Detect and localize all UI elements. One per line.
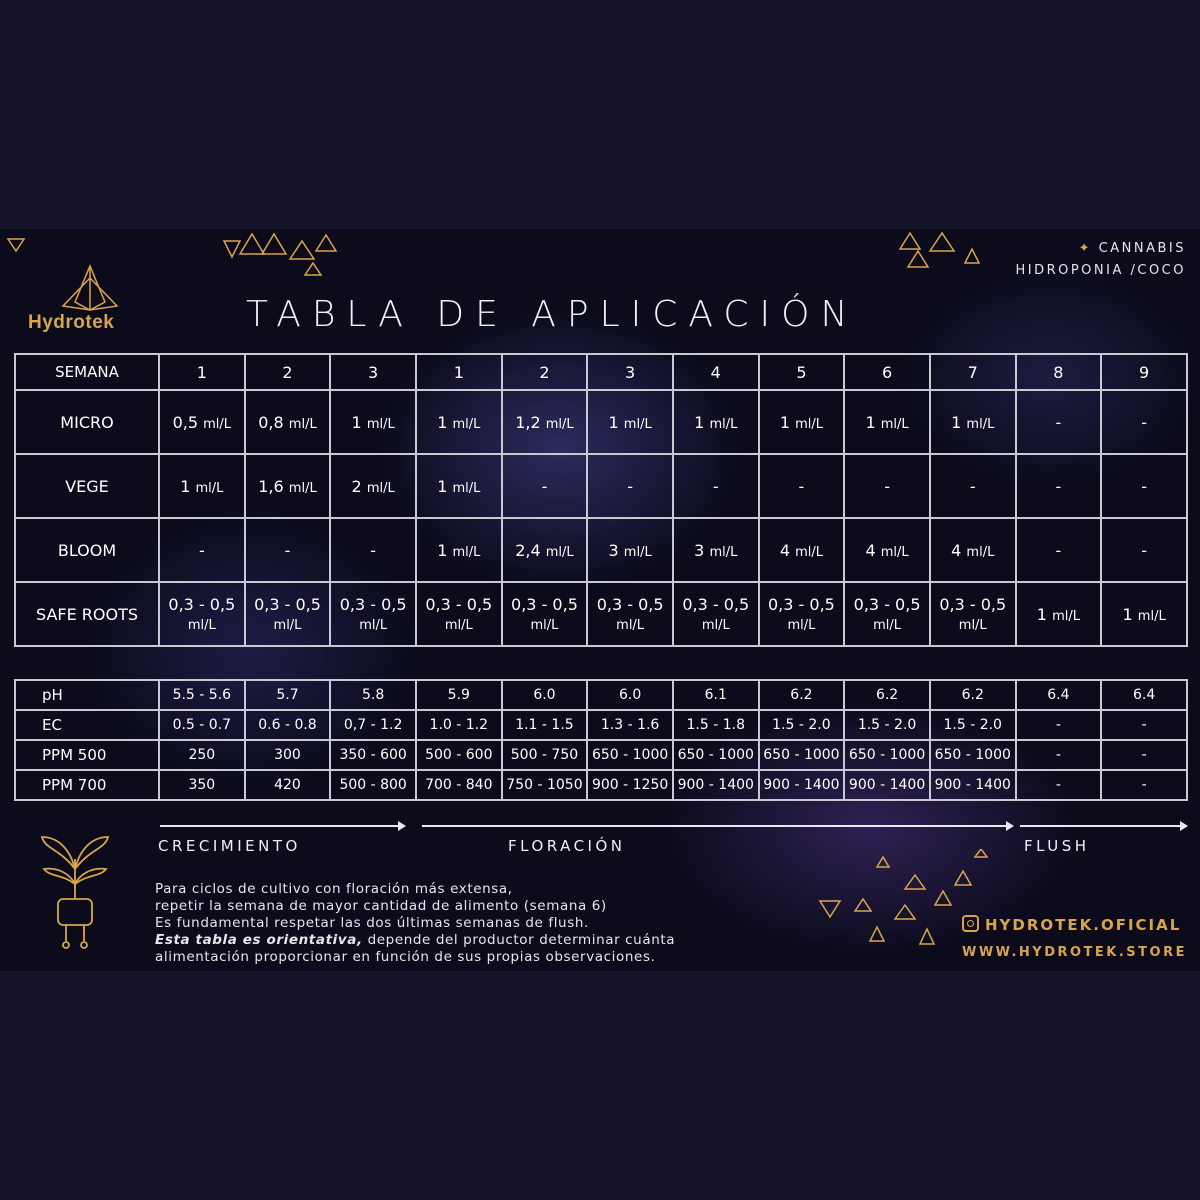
dosage-cell	[159, 518, 245, 582]
dosage-row	[15, 518, 1187, 582]
dosage-cell	[159, 454, 245, 518]
dosage-cell	[759, 518, 845, 582]
parameter-value: -	[1101, 740, 1187, 770]
dosage-value: 1	[951, 412, 962, 432]
dosage-unit: ml/L	[452, 416, 481, 432]
dosage-value: -	[284, 540, 291, 560]
dosage-cell	[844, 582, 930, 646]
parameter-value: -	[1016, 740, 1102, 770]
parameter-value: 6.4	[1101, 680, 1187, 710]
dosage-table	[14, 353, 1188, 647]
dosage-unit: ml/L	[966, 416, 995, 432]
parameter-value: 1.0 - 1.2	[416, 710, 502, 740]
dosage-cell	[673, 390, 759, 454]
week-header-row	[15, 354, 1187, 390]
note-disclaimer-rest: depende del productor determinar cuánta	[362, 932, 676, 948]
dosage-unit: ml/L	[288, 416, 317, 432]
dosage-value: 0,3 - 0,5	[511, 595, 578, 614]
dosage-cell	[673, 454, 759, 518]
dosage-value: -	[884, 476, 890, 496]
dosage-value: 1	[865, 412, 876, 432]
dosage-cell	[159, 582, 245, 646]
parameter-value: 300	[245, 740, 331, 770]
dosage-unit: ml/L	[545, 544, 574, 560]
application-table-banner	[0, 229, 1200, 971]
parameter-value: 1.5 - 1.8	[673, 710, 759, 740]
dosage-value: 3	[694, 540, 705, 560]
instagram-handle-text: HYDROTEK.OFICIAL	[985, 916, 1182, 934]
phase-growth-label: CRECIMIENTO	[158, 837, 301, 855]
dosage-cell	[416, 454, 502, 518]
dosage-value: 0,3 - 0,5	[339, 595, 407, 614]
dosage-value: 0,3 - 0,5	[168, 595, 236, 614]
week-number: 2	[245, 354, 331, 390]
dosage-cell	[416, 582, 502, 646]
parameter-value: 0.5 - 0.7	[159, 710, 245, 740]
flowering-arrow	[422, 825, 1012, 827]
dosage-cell	[1016, 582, 1102, 646]
dosage-value: 1	[694, 412, 705, 432]
dosage-cell	[1016, 454, 1102, 518]
dosage-value: -	[1055, 476, 1062, 496]
parameter-row	[15, 770, 1187, 800]
dosage-value: 1	[180, 476, 191, 496]
decorative-triangles-top-right	[880, 229, 990, 289]
parameter-value: -	[1016, 770, 1102, 800]
week-number: 8	[1016, 354, 1102, 390]
dosage-value: 4	[951, 540, 962, 560]
dosage-value: -	[712, 476, 719, 496]
parameter-row	[15, 710, 1187, 740]
dosage-unit: ml/L	[203, 416, 232, 432]
week-number: 1	[159, 354, 245, 390]
dosage-cell	[245, 582, 331, 646]
dosage-cell	[930, 390, 1016, 454]
page-title: TABLA DE APLICACIÓN	[246, 294, 859, 335]
week-number: 3	[330, 354, 416, 390]
dosage-value: 0,5	[172, 412, 199, 432]
dosage-value: 4	[865, 540, 876, 560]
dosage-value: 1,6	[258, 476, 284, 496]
dosage-cell	[502, 454, 588, 518]
parameter-value: 1.3 - 1.6	[587, 710, 673, 740]
dosage-unit: ml/L	[530, 618, 559, 633]
dosage-cell	[844, 518, 930, 582]
dosage-unit: ml/L	[623, 416, 652, 432]
parameter-value: 6.2	[930, 680, 1016, 710]
product-label-cell	[15, 518, 159, 582]
product-label: BLOOM	[57, 540, 117, 560]
parameter-row	[15, 740, 1187, 770]
dosage-unit: ml/L	[880, 544, 909, 560]
dosage-unit: ml/L	[452, 480, 481, 496]
parameter-value: 650 - 1000	[930, 740, 1016, 770]
dosage-value: 1	[608, 412, 619, 432]
parameter-value: 350 - 600	[330, 740, 416, 770]
dosage-cell	[502, 390, 588, 454]
dosage-cell	[330, 518, 416, 582]
parameter-value: 6.2	[759, 680, 845, 710]
dosage-value: -	[541, 476, 548, 496]
parameter-label: EC	[15, 710, 159, 740]
parameter-value: -	[1101, 710, 1187, 740]
week-number: 4	[673, 354, 759, 390]
dosage-unit: ml/L	[366, 416, 395, 432]
dosage-cell	[759, 582, 845, 646]
dosage-unit: ml/L	[958, 618, 987, 633]
dosage-value: 0,3 - 0,5	[939, 595, 1007, 614]
dosage-unit: ml/L	[795, 544, 824, 560]
parameter-value: 900 - 1250	[587, 770, 673, 800]
dosage-value: -	[1055, 412, 1062, 432]
parameter-label: pH	[15, 680, 159, 710]
dosage-unit: ml/L	[1052, 608, 1080, 624]
dosage-value: 2	[351, 476, 362, 496]
dosage-unit: ml/L	[444, 618, 473, 633]
parameter-value: 1.5 - 2.0	[930, 710, 1016, 740]
dosage-cell	[1016, 518, 1102, 582]
dosage-value: -	[1141, 476, 1147, 496]
dosage-value: 3	[608, 540, 619, 560]
dosage-cell	[759, 390, 845, 454]
dosage-value: 1	[1122, 604, 1133, 624]
dosage-value: 0,3 - 0,5	[682, 595, 750, 614]
dosage-cell	[245, 454, 331, 518]
week-number: 7	[930, 354, 1016, 390]
note-line-5: alimentación proporcionar en función de sus propias observaciones.	[155, 949, 656, 965]
product-label-cell	[15, 390, 159, 454]
dosage-cell	[1101, 582, 1187, 646]
parameter-value: 650 - 1000	[844, 740, 930, 770]
week-number: 1	[416, 354, 502, 390]
flush-arrow	[1020, 825, 1186, 827]
dosage-row	[15, 390, 1187, 454]
dosage-cell	[1101, 390, 1187, 454]
dosage-cell	[587, 518, 673, 582]
dosage-cell	[1101, 454, 1187, 518]
dosage-cell	[844, 454, 930, 518]
dosage-value: 0,3 - 0,5	[596, 595, 664, 614]
dosage-cell	[416, 390, 502, 454]
parameter-value: 900 - 1400	[930, 770, 1016, 800]
note-line-3: Es fundamental respetar las dos últimas semanas de flush.	[155, 915, 589, 931]
dosage-cell	[502, 518, 588, 582]
dosage-value: 1	[1036, 604, 1047, 624]
dosage-value: -	[1141, 412, 1147, 432]
dosage-unit: ml/L	[187, 618, 216, 633]
dosage-cell	[330, 582, 416, 646]
dosage-unit: ml/L	[288, 480, 317, 496]
dosage-value: -	[798, 476, 805, 496]
product-label-cell	[15, 454, 159, 518]
dosage-row	[15, 454, 1187, 518]
parameter-value: 420	[245, 770, 331, 800]
week-number: 3	[587, 354, 673, 390]
dosage-unit: ml/L	[273, 618, 302, 633]
dosage-row	[15, 582, 1187, 646]
dosage-cell	[1016, 390, 1102, 454]
parameter-value: 6.1	[673, 680, 759, 710]
parameter-label: PPM 500	[15, 740, 159, 770]
dosage-unit: ml/L	[873, 618, 902, 633]
parameter-value: 0,7 - 1.2	[330, 710, 416, 740]
week-header-label: SEMANA	[15, 354, 159, 390]
product-label: VEGE	[65, 476, 109, 496]
growth-arrow	[160, 825, 404, 827]
dosage-unit: ml/L	[966, 544, 995, 560]
parameter-value: 900 - 1400	[759, 770, 845, 800]
note-line-1: Para ciclos de cultivo con floración más extensa,	[155, 881, 513, 897]
notes-block	[155, 881, 675, 966]
dosage-unit: ml/L	[195, 480, 224, 496]
dosage-value: -	[370, 540, 377, 560]
parameter-value: 0.6 - 0.8	[245, 710, 331, 740]
dosage-value: -	[1055, 540, 1062, 560]
parameter-value: 500 - 800	[330, 770, 416, 800]
dosage-value: 1	[351, 412, 362, 432]
parameter-value: 500 - 750	[502, 740, 588, 770]
dosage-cell	[759, 454, 845, 518]
dosage-value: -	[969, 476, 976, 496]
dosage-cell	[502, 582, 588, 646]
dosage-cell	[844, 390, 930, 454]
dosage-unit: ml/L	[623, 544, 652, 560]
parameter-value: 6.4	[1016, 680, 1102, 710]
dosage-value: 1,2	[515, 412, 541, 432]
parameter-value: 700 - 840	[416, 770, 502, 800]
dosage-cell	[245, 518, 331, 582]
website-link[interactable]: WWW.HYDROTEK.STORE	[962, 945, 1187, 960]
phase-flush-label: FLUSH	[1024, 837, 1090, 855]
parameter-value: 6.0	[502, 680, 588, 710]
parameters-table	[14, 679, 1188, 801]
dosage-cell	[673, 518, 759, 582]
parameter-value: 1.5 - 2.0	[844, 710, 930, 740]
parameter-value: -	[1016, 710, 1102, 740]
parameter-value: 650 - 1000	[587, 740, 673, 770]
note-disclaimer-bold: Esta tabla es orientativa,	[155, 932, 363, 948]
dosage-value: 1	[779, 412, 791, 432]
dosage-unit: ml/L	[545, 416, 574, 432]
hydrotek-logo-icon	[45, 262, 135, 314]
dosage-value: 0,3 - 0,5	[425, 595, 493, 614]
dosage-cell	[587, 454, 673, 518]
note-line-2: repetir la semana de mayor cantidad de alimento (semana 6)	[155, 898, 607, 914]
week-number: 9	[1101, 354, 1187, 390]
dosage-cell	[330, 390, 416, 454]
week-number: 2	[502, 354, 588, 390]
parameter-value: 6.0	[587, 680, 673, 710]
dosage-unit: ml/L	[709, 416, 738, 432]
dosage-unit: ml/L	[452, 544, 481, 560]
parameter-value: 650 - 1000	[673, 740, 759, 770]
dosage-unit: ml/L	[701, 618, 730, 633]
dosage-value: 0,3 - 0,5	[768, 595, 835, 614]
note-line-4	[155, 932, 675, 949]
product-label-cell	[15, 582, 159, 646]
parameter-row	[15, 680, 1187, 710]
dosage-unit: ml/L	[709, 544, 738, 560]
dosage-unit: ml/L	[366, 480, 395, 496]
parameter-value: 5.9	[416, 680, 502, 710]
dosage-value: 2,4	[515, 540, 541, 560]
dosage-unit: ml/L	[880, 416, 909, 432]
parameter-value: 6.2	[844, 680, 930, 710]
dosage-cell	[330, 454, 416, 518]
dosage-value: 0,3 - 0,5	[853, 595, 921, 614]
category-medium: HIDROPONIA /COCO	[1015, 263, 1186, 278]
parameter-value: 750 - 1050	[502, 770, 588, 800]
dosage-unit: ml/L	[359, 618, 388, 633]
dosage-value: 4	[779, 540, 791, 560]
parameter-value: 5.7	[245, 680, 331, 710]
week-number: 6	[844, 354, 930, 390]
dosage-cell	[587, 582, 673, 646]
phase-flowering-label: FLORACIÓN	[508, 837, 626, 855]
parameter-value: 900 - 1400	[844, 770, 930, 800]
dosage-value: 1	[437, 412, 448, 432]
dosage-cell	[930, 454, 1016, 518]
dosage-value: 0,8	[258, 412, 284, 432]
dosage-cell	[416, 518, 502, 582]
parameter-value: 5.8	[330, 680, 416, 710]
plant-sprout-icon	[30, 829, 120, 959]
dosage-cell	[245, 390, 331, 454]
dosage-cell	[1101, 518, 1187, 582]
dosage-value: -	[1141, 540, 1147, 560]
parameter-value: 650 - 1000	[759, 740, 845, 770]
dosage-value: 1	[437, 476, 448, 496]
product-label: SAFE ROOTS	[35, 604, 139, 624]
instagram-icon	[962, 915, 979, 932]
product-label: MICRO	[60, 412, 114, 432]
parameter-value: 5.5 - 5.6	[159, 680, 245, 710]
parameter-value: 350	[159, 770, 245, 800]
dosage-cell	[930, 518, 1016, 582]
dosage-cell	[930, 582, 1016, 646]
parameter-value: 1.1 - 1.5	[502, 710, 588, 740]
dosage-cell	[587, 390, 673, 454]
parameter-value: 500 - 600	[416, 740, 502, 770]
parameter-label: PPM 700	[15, 770, 159, 800]
dosage-cell	[673, 582, 759, 646]
week-number: 5	[759, 354, 845, 390]
leaf-icon: ✦	[1078, 241, 1099, 256]
parameter-value: 1.5 - 2.0	[759, 710, 845, 740]
dosage-unit: ml/L	[795, 416, 824, 432]
dosage-cell	[159, 390, 245, 454]
instagram-handle[interactable]	[962, 915, 1181, 934]
parameter-value: -	[1101, 770, 1187, 800]
dosage-unit: ml/L	[616, 618, 645, 633]
brand-logo-text: Hydrotek	[28, 312, 115, 333]
dosage-unit: ml/L	[787, 618, 816, 633]
category-crop	[1079, 241, 1186, 256]
parameter-value: 900 - 1400	[673, 770, 759, 800]
dosage-value: 1	[437, 540, 448, 560]
dosage-value: 0,3 - 0,5	[254, 595, 321, 614]
category-crop-label: CANNABIS	[1098, 241, 1186, 256]
dosage-unit: ml/L	[1137, 608, 1166, 624]
parameter-value: 250	[159, 740, 245, 770]
dosage-value: -	[627, 476, 633, 496]
dosage-value: -	[198, 540, 205, 560]
